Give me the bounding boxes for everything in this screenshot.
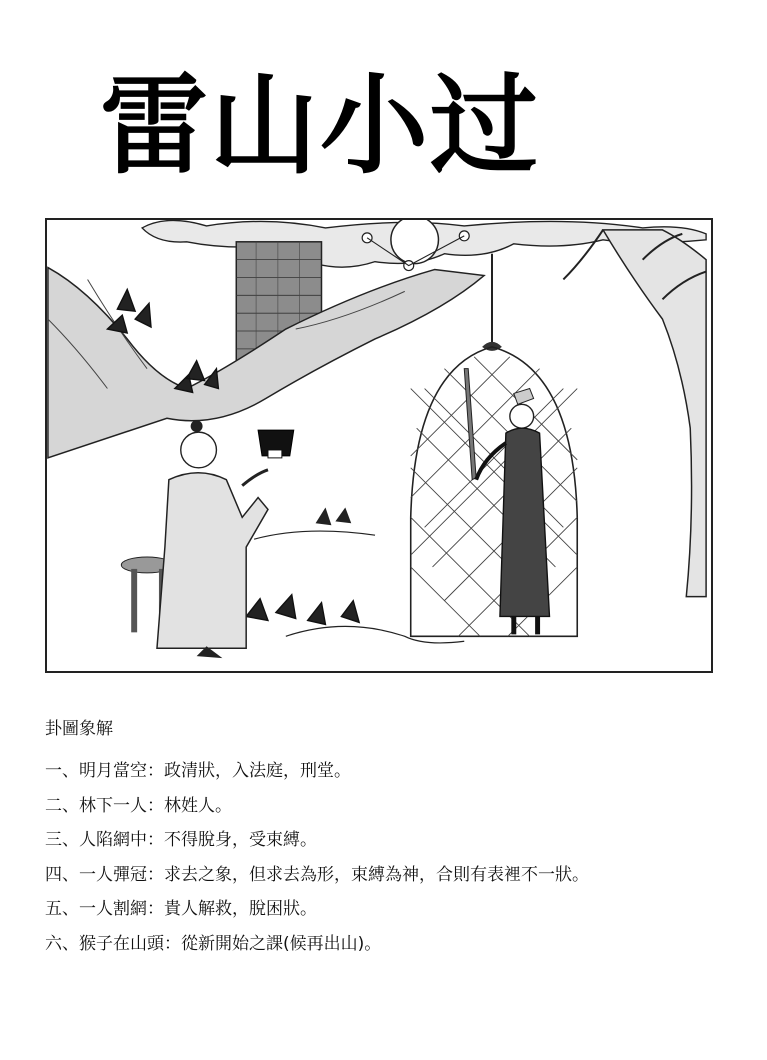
bare-tree [563,230,706,597]
official-cap-icon [258,430,294,458]
hanging-rope [482,254,502,351]
hexagram-illustration [45,218,713,673]
explanation-line: 六、猴子在山頭：從新開始之課(候再出山)。 [45,933,382,954]
page-title: 雷山小过 [100,64,541,189]
explanation-heading: 卦圖象解 [45,719,113,739]
explanation-line: 五、一人割網：貴人解救，脫困狀。 [45,899,317,919]
standing-man [464,369,549,635]
explanation-list [45,754,745,961]
explanation-line: 二、林下一人：林姓人。 [45,795,232,816]
explanation-line: 四、一人彈冠：求去之象，但求去為形，束縛為神，合則有表裡不一狀。 [45,864,589,885]
explanation-line: 三、人陷網中：不得脫身，受束縛。 [45,830,317,850]
explanation-line: 一、明月當空：政清狀，入法庭，刑堂。 [45,761,351,781]
net-cage [411,347,578,636]
seated-man [121,420,268,658]
